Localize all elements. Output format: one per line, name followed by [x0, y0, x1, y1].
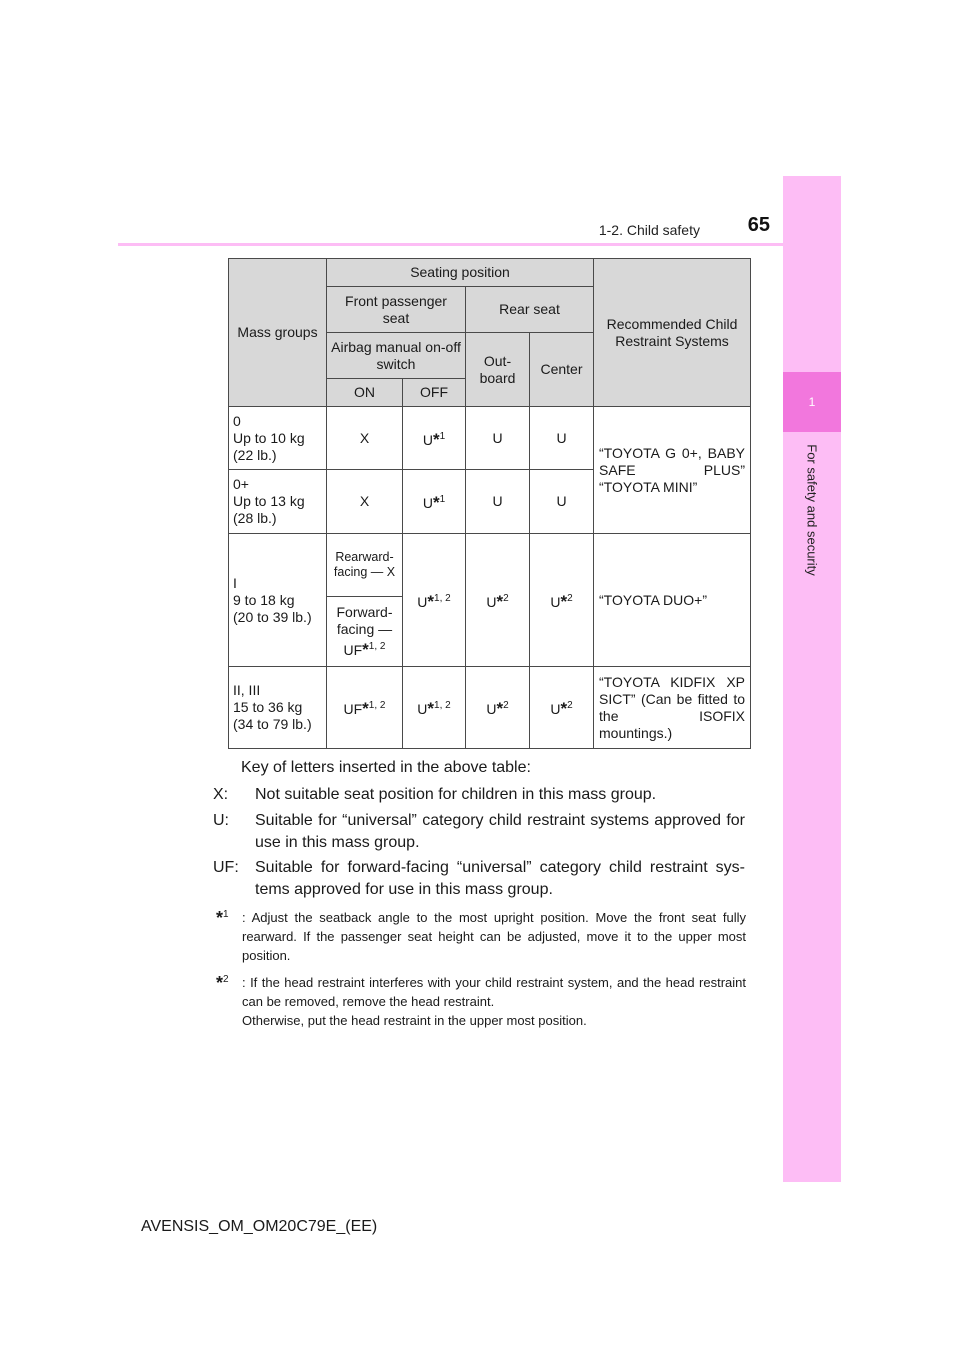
- cell-front-on-rearward: Rearward-facing — X: [327, 534, 403, 597]
- cell-rear-center: U: [530, 470, 594, 534]
- recommended-crs-cell: “TOYOTA KIDFIX XP SICT” (Can be fitted to the ISOFIX mountings.): [594, 667, 751, 749]
- chapter-number-tab: 1: [783, 372, 841, 432]
- table-row: [229, 667, 751, 749]
- footnote-marker: *$^2$: [216, 973, 229, 993]
- cell-rear-outboard: U: [466, 407, 530, 470]
- key-item-x: X: Not suitable seat position for children in this mass group.: [213, 786, 657, 803]
- table-row: [229, 407, 751, 470]
- cell-front-on: X: [327, 407, 403, 470]
- header-center: Center: [530, 333, 594, 407]
- child-seat-suitability-table: [228, 258, 751, 749]
- section-title: 1-2. Child safety: [598, 222, 700, 238]
- cell-front-off: U*$^{1, 2}$: [403, 667, 466, 749]
- recommended-crs-cell: “TOYOTA DUO+”: [594, 534, 751, 667]
- key-title: Key of letters inserted in the above table:: [241, 759, 531, 776]
- chapter-title: For safety and security: [804, 444, 820, 576]
- recommended-crs-cell: “TOYOTA G 0+, BABY SAFE PLUS” “TOYOTA MINI”: [594, 407, 751, 534]
- cell-rear-center: U*$^2$: [530, 534, 594, 667]
- mass-group-cell: II, III 15 to 36 kg (34 to 79 lb.): [229, 667, 327, 749]
- cell-rear-outboard: U: [466, 470, 530, 534]
- cell-rear-center: U*$^2$: [530, 667, 594, 749]
- header-outboard: Out-board: [466, 333, 530, 407]
- footnote-1: *$^1$ : Adjust the seatback angle to the most upright position. Move the front seat fully rearward. If the passenger seat height can be adjusted, move it to the upper most position.: [216, 908, 746, 965]
- cell-rear-outboard: U*$^2$: [466, 667, 530, 749]
- cell-rear-outboard: U*$^2$: [466, 534, 530, 667]
- manual-code: AVENSIS_OM_OM20C79E_(EE): [141, 1218, 378, 1235]
- header-on: ON: [327, 379, 403, 407]
- header-seating-position: Seating position: [327, 259, 594, 287]
- cell-front-on: X: [327, 470, 403, 534]
- table-row: [229, 534, 751, 597]
- chapter-side-tab: [783, 176, 841, 1182]
- cell-front-off: U*$^1$: [403, 470, 466, 534]
- cell-front-off: U*$^1$: [403, 407, 466, 470]
- footnote-2: *$^2$ : If the head restraint interferes with your child restraint system, and the head restraint can be removed, remove the head restraint. Otherwise, put the head restraint in the upper most position.: [216, 973, 746, 1030]
- mass-group-cell: 0+ Up to 13 kg (28 lb.): [229, 470, 327, 534]
- header-off: OFF: [403, 379, 466, 407]
- cell-front-on-forward: Forward-facing — UF*$^{1, 2}$: [327, 597, 403, 667]
- page-number: 65: [747, 214, 770, 236]
- key-item-uf: UF: Suitable for forward-facing “universal” category child restraint sys-tems approved for use in this mass group.: [213, 859, 745, 898]
- key-item-u: U: Suitable for “universal” category child restraint systems approved for use in this mass group.: [213, 812, 745, 851]
- header-divider: [118, 243, 841, 246]
- cell-rear-center: U: [530, 407, 594, 470]
- header-recommended-crs: Recommended Child Restraint Systems: [594, 259, 751, 407]
- footnote-marker: *$^1$: [216, 908, 229, 928]
- cell-front-on: UF*$^{1, 2}$: [327, 667, 403, 749]
- header-mass-groups: Mass groups: [229, 259, 327, 407]
- header-rear-seat: Rear seat: [466, 287, 594, 333]
- cell-front-off: U*$^{1, 2}$: [403, 534, 466, 667]
- header-front-passenger-seat: Front passenger seat: [327, 287, 466, 333]
- mass-group-cell: I 9 to 18 kg (20 to 39 lb.): [229, 534, 327, 667]
- mass-group-cell: 0 Up to 10 kg (22 lb.): [229, 407, 327, 470]
- header-airbag-switch: Airbag manual on-off switch: [327, 333, 466, 379]
